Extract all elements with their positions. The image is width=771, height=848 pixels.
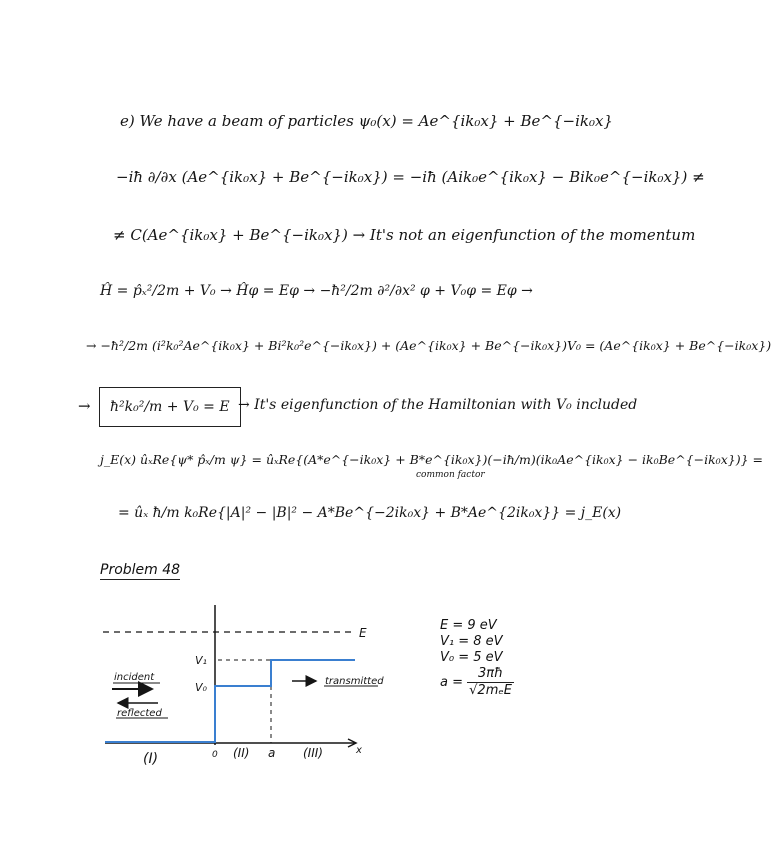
derivation-line-6-arrow: → (78, 397, 91, 415)
transmitted-label: transmitted (325, 676, 384, 687)
derivation-line-2: −iħ ∂/∂x (Ae^{ik₀x} + Be^{−ik₀x}) = −iħ (Aik₀e^{ik₀x} − Bik₀e^{−ik₀x}) ≠ (116, 168, 705, 186)
derivation-line-4: Ĥ = p̂ₓ²/2m + V₀ → Ĥφ = Eφ → −ħ²/2m ∂²/∂x² φ + V₀φ = Eφ → (100, 283, 533, 299)
derivation-line-6-conclusion: → It's eigenfunction of the Hamiltonian with V₀ included (238, 397, 638, 413)
v0-label: V₀ (195, 681, 207, 694)
v1-label: V₁ (195, 654, 207, 667)
param-a-lhs: a = (440, 675, 463, 690)
derivation-line-5: → −ħ²/2m (i²k₀²Ae^{ik₀x} + Bi²k₀²e^{−ik₀x}) + (Ae^{ik₀x} + Be^{−ik₀x})V₀ = (Ae^{ik₀x} + Be^{−ik₀x}) (86, 338, 771, 353)
energy-label: E (359, 626, 367, 640)
param-energy: E = 9 eV (440, 618, 497, 633)
x-axis-label: x (356, 745, 362, 756)
boxed-eigenvalue-equation: ħ²k₀²/m + V₀ = E (99, 387, 241, 427)
a-label: a (268, 746, 276, 760)
incident-label: incident (114, 672, 155, 683)
derivation-line-3: ≠ C(Ae^{ik₀x} + Be^{−ik₀x}) → It's not an eigenfunction of the momentum (113, 226, 696, 244)
problem-title: Problem 48 (100, 562, 181, 578)
region-1-label: (I) (143, 751, 159, 767)
derivation-line-1: e) We have a beam of particles ψ₀(x) = Ae^{ik₀x} + Be^{−ik₀x} (120, 112, 613, 130)
derivation-line-7: j_E(x) ûₓRe{ψ* p̂ₓ/m ψ} = ûₓRe{(A*e^{−ik₀x} + B*e^{ik₀x})(−iħ/m)(ik₀Ae^{ik₀x} − ik₀Be^{−ik₀x})} = (100, 452, 763, 467)
common-factor-note: common factor (416, 470, 485, 480)
param-v0: V₀ = 5 eV (440, 650, 503, 665)
problem-parameters (440, 618, 514, 699)
region-3-label: (III) (303, 746, 323, 760)
param-v1: V₁ = 8 eV (440, 634, 503, 649)
param-a-denominator: √2mₑE (469, 683, 512, 698)
param-a-numerator: 3πħ (467, 666, 514, 683)
param-a-fraction (467, 666, 514, 699)
reflected-label: reflected (117, 708, 162, 719)
param-a (440, 666, 514, 699)
derivation-line-8: = ûₓ ħ/m k₀Re{|A|² − |B|² − A*Be^{−2ik₀x} + B*Ae^{2ik₀x}} = j_E(x) (118, 505, 622, 521)
origin-label: 0 (212, 750, 218, 760)
region-2-label: (II) (233, 746, 250, 760)
